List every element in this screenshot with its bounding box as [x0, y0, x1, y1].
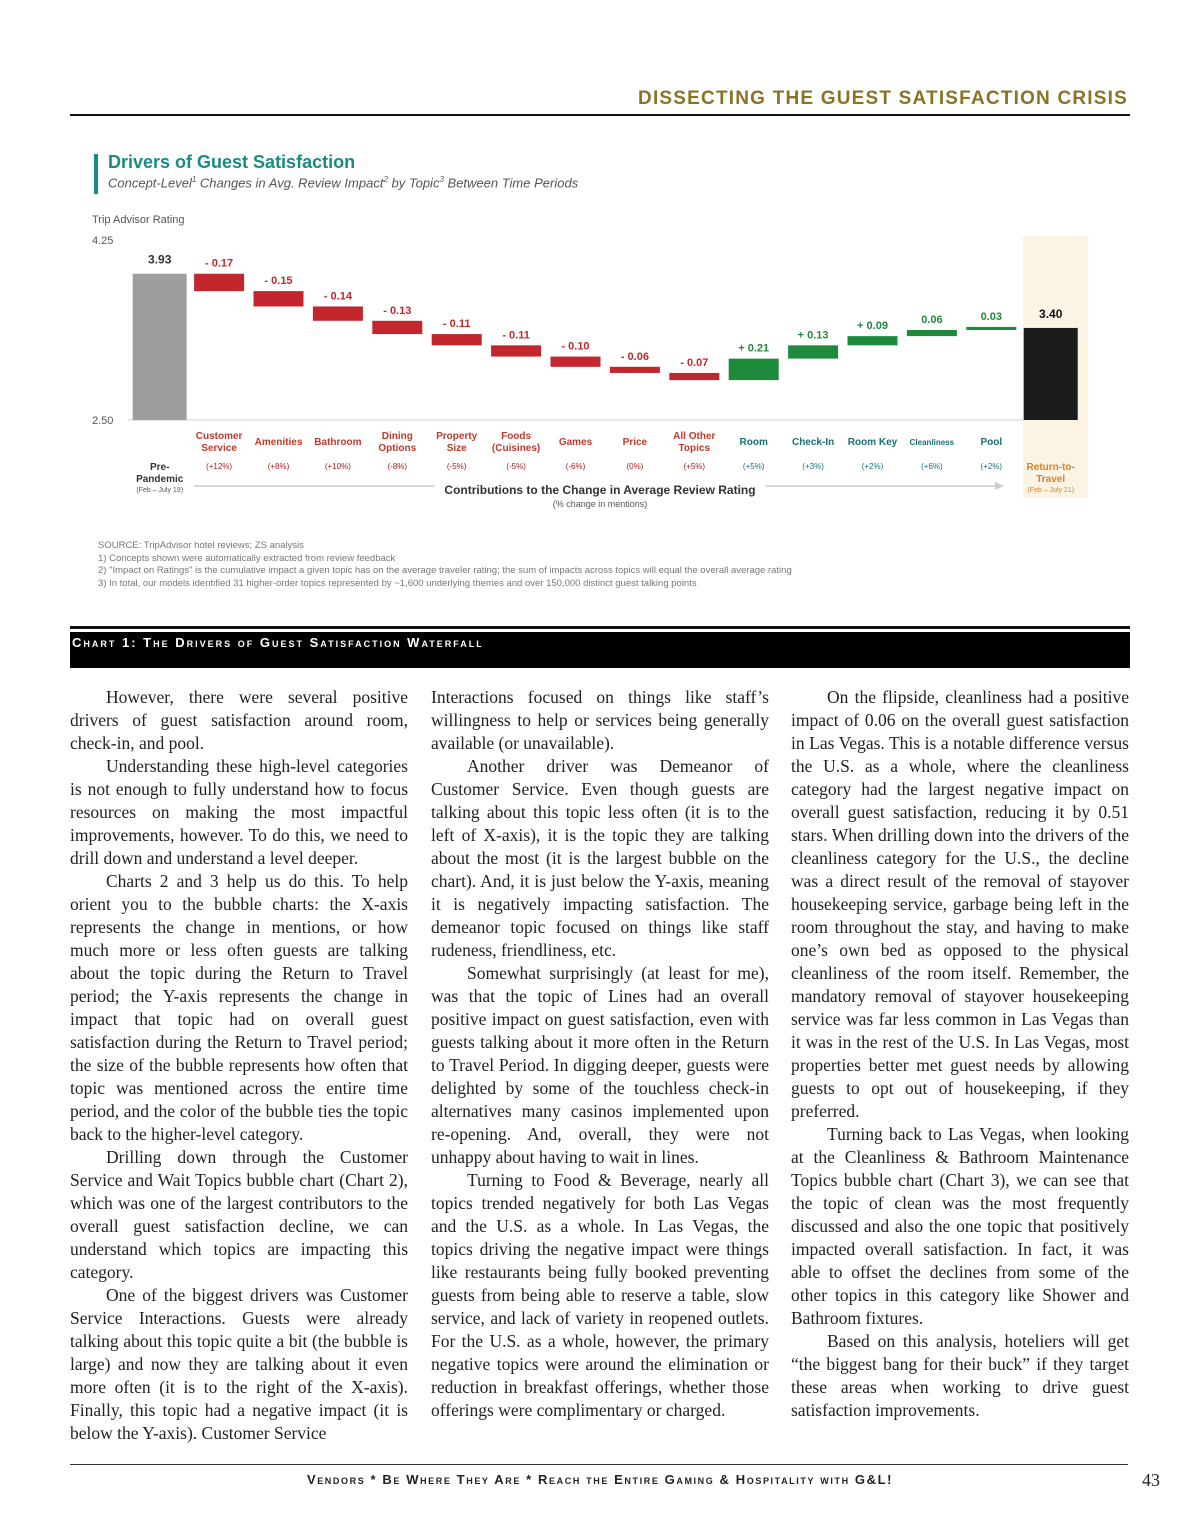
footer-tagline: Vendors * Be Where They Are * Reach the Entire Gaming & Hospitality with G&L! — [306, 1472, 894, 1487]
paragraph: Somewhat surprisingly (at least for me), was that the topic of Lines had an overall positive impact on guest satisfaction, even with guests talking about it more often in the Return to Travel Period. In digging deeper, guests were delighted by some of the touchless check-in alternatives many casinos implemented upon re-opening. And, overall, they were not unhappy about having to wait in lines. — [431, 963, 769, 1167]
category-label: Options — [378, 443, 417, 454]
category-label: Property — [436, 431, 478, 442]
period-label: (Feb – July 21) — [1027, 487, 1075, 494]
subtitle-footnote-mark: 3 — [439, 175, 444, 184]
paragraph: Charts 2 and 3 help us do this. To help orient you to the bubble charts: the X-axis represents the change in mentions, or how much more or less often guests are talking about the topic during the Return to Travel period; the Y-axis represents the change in impact that topic had on overall guest satisfaction during the Return to Travel period; the size of the bubble represents how often that topic was mentioned across the entire time period, and the color of the bubble ties the topic back to the higher-level category. — [70, 871, 408, 1144]
figure-sources — [98, 540, 792, 590]
figure-title: Drivers of Guest Satisfaction — [108, 152, 356, 172]
paragraph: One of the biggest drivers was Customer Service Interactions. Guests were already talking about this topic quite a bit (the bubble is large) and now they are talking about it even more often (it is to the right of the X-axis). Finally, this topic had a negative impact (it is below the Y-axis). Customer Service — [70, 1285, 408, 1443]
mention-change-label: (+12%) — [206, 462, 233, 471]
subtitle-part: Concept-Level — [108, 175, 192, 191]
bar-value-label: 3.93 — [148, 252, 172, 267]
waterfall-chart — [70, 140, 1130, 540]
column-2 — [431, 686, 769, 1422]
chart-caption: Chart 1: The Drivers of Guest Satisfaction Waterfall — [70, 632, 1130, 668]
bar-value-label: 0.03 — [980, 310, 1003, 323]
subtitle-part: Changes in Avg. Review Impact — [196, 175, 384, 191]
mention-change-label: (-8%) — [387, 462, 408, 471]
period-label: (Feb – July 19) — [136, 487, 184, 494]
bar-step — [372, 321, 422, 334]
source-line: SOURCE: TripAdvisor hotel reviews; ZS analysis — [98, 540, 304, 551]
mention-change-label: (+2%) — [861, 462, 884, 471]
bar-value-label: 3.40 — [1039, 306, 1063, 321]
bar-pre-pandemic — [133, 274, 187, 420]
bar-value-label: - 0.15 — [264, 275, 293, 288]
category-label: Check-In — [791, 437, 835, 448]
category-label: Size — [446, 443, 467, 454]
x-axis-title: Contributions to the Change in Average Review Rating — [444, 483, 756, 497]
mention-change-label: (0%) — [626, 462, 644, 471]
mention-change-label: (+6%) — [921, 462, 943, 471]
column-3 — [791, 686, 1129, 1422]
bar-value-label: - 0.14 — [323, 290, 352, 303]
category-label: Dining — [381, 431, 413, 442]
paragraph: Understanding these high-level categories is not enough to fully understand how to focus resources on making the most impactful improvements, however. To do this, we need to drill down and understand a level deeper. — [70, 756, 408, 868]
bar-value-label: - 0.13 — [383, 304, 412, 317]
footnote-line: 3) In total, our models identified 31 higher-order topics represented by ~1,600 underlying themes and over 150,000 distinct guest talking points — [98, 577, 697, 589]
paragraph: Interactions focused on things like staff’s willingness to help or services being generally available (or unavailable). — [431, 687, 769, 753]
page-number: 43 — [1142, 1470, 1160, 1490]
bar-value-label: - 0.11 — [502, 329, 530, 342]
footnote-line: 1) Concepts shown were automatically extracted from review feedback — [98, 552, 396, 564]
mention-change-label: (+5%) — [683, 462, 706, 471]
figure-title-accent — [94, 154, 98, 194]
bar-step — [194, 274, 244, 291]
category-label: Return-to- — [1026, 462, 1075, 473]
bar-step — [610, 367, 660, 373]
mention-change-label: (-6%) — [565, 462, 586, 471]
footer-rule — [70, 1464, 1128, 1465]
figure-subtitle — [108, 175, 578, 190]
category-label: Price — [622, 437, 648, 448]
bar-step — [669, 373, 719, 380]
bar-step — [848, 336, 898, 345]
column-1 — [70, 686, 408, 1445]
subtitle-footnote-mark: 2 — [383, 175, 388, 184]
bar-step — [432, 334, 482, 345]
paragraph: Drilling down through the Customer Service and Wait Topics bubble chart (Chart 2), which was one of the largest contributors to the overall guest satisfaction decline, we can understand which topics are impacting this category. — [70, 1147, 408, 1282]
category-label: Room — [739, 437, 768, 448]
y-tick-label: 2.50 — [92, 415, 114, 427]
mention-change-label: (+8%) — [267, 462, 290, 471]
y-axis-title: Trip Advisor Rating — [92, 214, 185, 226]
bar-step — [491, 345, 541, 356]
category-label: Topics — [678, 443, 711, 454]
contributions-arrow-head — [995, 482, 1004, 490]
category-label: Foods — [501, 431, 532, 442]
bar-value-label: + 0.09 — [857, 320, 888, 333]
bar-step — [788, 345, 838, 358]
mention-change-label: (-5%) — [446, 462, 467, 471]
bar-return-to-travel — [1024, 328, 1078, 420]
paragraph: Based on this analysis, hoteliers will get “the biggest bang for their buck” if they target these areas when working to drive guest satisfaction improvements. — [791, 1331, 1129, 1420]
bar-step — [254, 291, 304, 306]
x-axis-subtitle: (% change in mentions) — [552, 499, 648, 509]
category-label: Pandemic — [136, 474, 184, 485]
category-label: All Other — [673, 431, 716, 442]
category-label: Room Key — [847, 437, 898, 448]
category-label: Service — [201, 443, 237, 454]
bar-value-label: - 0.07 — [680, 356, 709, 369]
bar-value-label: - 0.17 — [205, 257, 234, 270]
category-label: Travel — [1036, 474, 1066, 485]
category-label: Games — [558, 437, 593, 448]
category-label: (Cuisines) — [491, 443, 541, 454]
bar-step — [729, 359, 779, 380]
mention-change-label: (+10%) — [324, 462, 351, 471]
mention-change-label: (+5%) — [742, 462, 765, 471]
caption-rule — [70, 626, 1130, 629]
paragraph: On the flipside, cleanliness had a positive impact of 0.06 on the overall guest satisfaction in Las Vegas. This is a notable difference versus the U.S. as a whole, where the cleanliness category had the largest negative impact on overall guest satisfaction, reducing it by 0.51 stars. When drilling down into the drivers of the cleanliness category for the U.S., the decline was a direct result of the removal of stayover housekeeping service, garbage being left in the room throughout the stay, and having to make one’s own bed as opposed to the physical cleanliness of the room itself. Remember, the mandatory removal of stayover housekeeping service was far less common in Las Vegas than it was in the rest of the U.S. In Las Vegas, most properties better met guest needs by allowing guests to opt out of housekeeping, if they preferred. — [791, 687, 1129, 1121]
footnote-line: 2) "Impact on Ratings" is the cumulative impact a given topic has on the average traveler rating; the sum of impacts across topics will equal the overall average rating — [98, 565, 792, 576]
bar-step — [907, 330, 957, 336]
bar-step — [313, 306, 363, 320]
bar-value-label: + 0.21 — [738, 342, 770, 355]
y-tick-label: 4.25 — [92, 235, 114, 247]
paragraph: Turning to Food & Beverage, nearly all topics trended negatively for both Las Vegas and the U.S. as a whole. In Las Vegas, the topics driving the negative impact were things like restaurants being fully booked preventing guests from being able to reserve a table, slow service, and lack of variety in reopened outlets. For the U.S. as a whole, however, the primary negative topics were around the elimination or reduction in breakfast offerings, whether those offerings were complimentary or charged. — [431, 1170, 769, 1420]
bar-value-label: - 0.11 — [442, 318, 471, 331]
bar-value-label: - 0.06 — [620, 350, 649, 363]
paragraph: However, there were several positive drivers of guest satisfaction around room, check-in, and pool. — [70, 687, 408, 753]
figure — [70, 140, 1130, 610]
bar-value-label: 0.06 — [921, 313, 943, 326]
bar-value-label: - 0.10 — [561, 340, 590, 353]
subtitle-part: by Topic — [387, 175, 440, 191]
category-label: Customer — [195, 431, 243, 442]
subtitle-part: Between Time Periods — [443, 175, 579, 191]
bar-step — [551, 357, 601, 367]
category-label: Amenities — [254, 437, 303, 448]
mention-change-label: (-5%) — [506, 462, 526, 471]
category-label: Pre- — [149, 462, 170, 473]
mention-change-label: (+2%) — [980, 462, 1003, 471]
category-label: Bathroom — [314, 437, 362, 448]
running-head: DISSECTING THE GUEST SATISFACTION CRISIS — [638, 88, 1128, 109]
paragraph: Turning back to Las Vegas, when looking at the Cleanliness & Bathroom Maintenance Topics bubble chart (Chart 3), we can see that the topic of clean was the most frequently discussed and also the one topic that positively impacted overall satisfaction. In fact, it was able to offset the declines from some of the other topics in this category like Shower and Bathroom fixtures. — [791, 1124, 1129, 1328]
bar-value-label: + 0.13 — [797, 329, 829, 342]
paragraph: Another driver was Demeanor of Customer Service. Even though guests are talking about this topic less often (it is to the left of X-axis), it is the topic they are talking about the most (it is the largest bubble on the chart). And, it is just below the Y-axis, meaning it is negatively impacting satisfaction. The demeanor topic focused on things like staff rudeness, friendliness, etc. — [431, 756, 769, 960]
category-label: Pool — [980, 437, 1003, 448]
mention-change-label: (+3%) — [802, 462, 824, 471]
bar-step — [966, 327, 1016, 330]
category-label: Cleanliness — [909, 438, 955, 447]
header-rule — [70, 114, 1130, 116]
body-columns — [70, 686, 1130, 1456]
subtitle-footnote-mark: 1 — [191, 175, 197, 184]
